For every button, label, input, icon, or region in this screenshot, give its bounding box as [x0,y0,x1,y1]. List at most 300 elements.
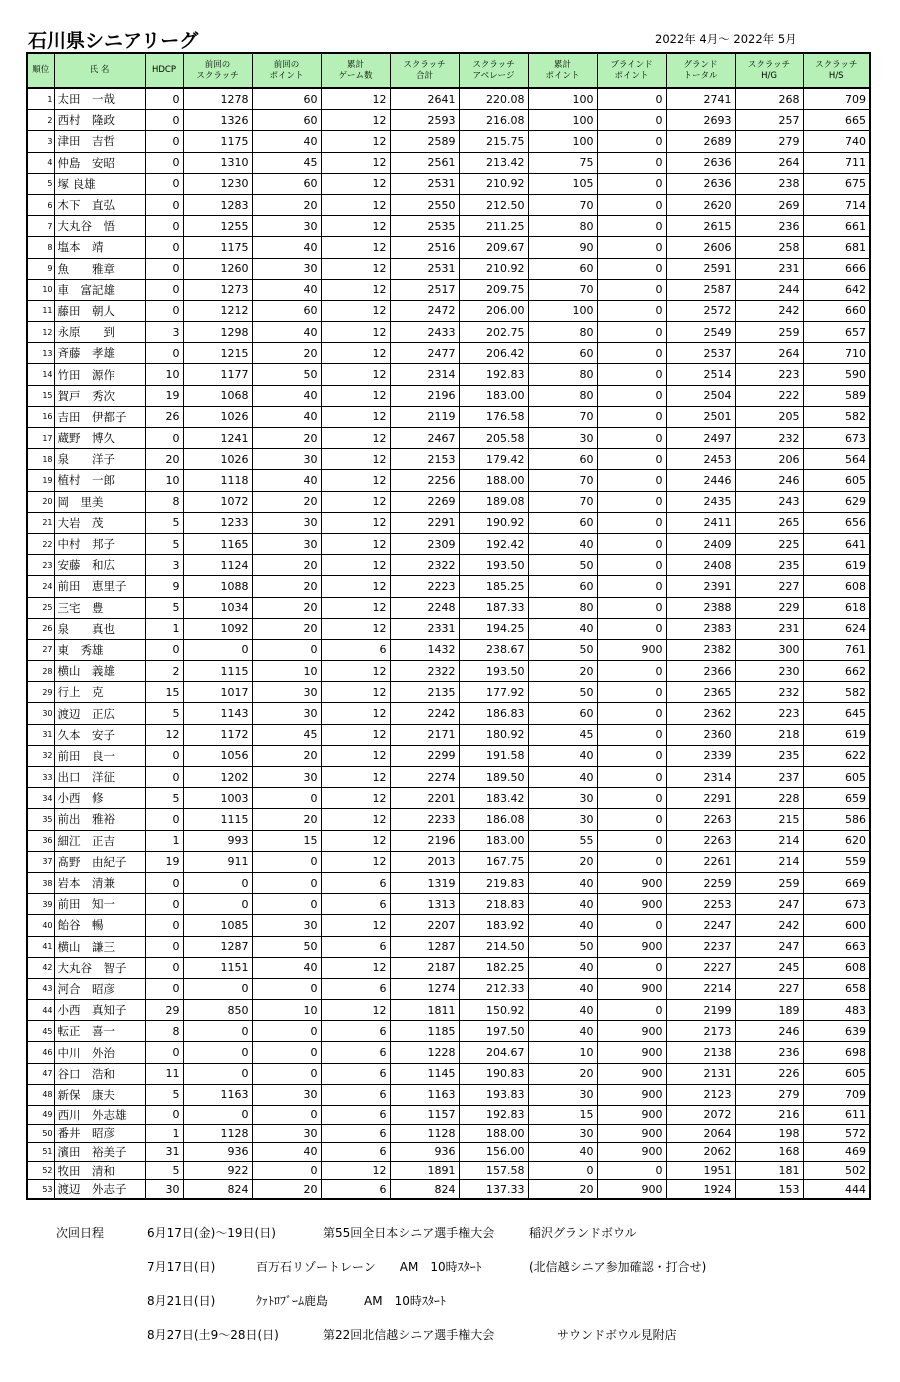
value-cell: 2501 [666,406,735,427]
value-cell: 191.58 [459,745,528,766]
value-cell: 40 [528,1143,597,1162]
value-cell: 2366 [666,661,735,682]
value-cell: 2314 [666,767,735,788]
name-cell: 転正 喜一 [54,1021,145,1042]
value-cell: 1241 [183,428,252,449]
value-cell: 824 [183,1180,252,1199]
value-cell: 0 [597,449,666,470]
value-cell: 2314 [390,364,459,385]
table-row [27,343,870,364]
value-cell: 279 [735,1084,803,1105]
rank-cell: 3 [27,131,54,152]
value-cell: 30 [528,1084,597,1105]
value-cell: 40 [528,978,597,999]
name-cell: 魚 雅章 [54,258,145,279]
table-row [27,1084,870,1105]
value-cell: 2199 [666,1000,735,1021]
value-cell: 900 [597,936,666,957]
rank-cell: 1 [27,88,54,110]
value-cell: 12 [321,745,390,766]
value-cell: 1068 [183,385,252,406]
column-header: HDCP [145,53,183,88]
value-cell: 1202 [183,767,252,788]
rank-cell: 47 [27,1063,54,1084]
value-cell: 2636 [666,152,735,173]
value-cell: 0 [597,555,666,576]
value-cell: 0 [145,173,183,194]
rank-cell: 49 [27,1106,54,1125]
value-cell: 20 [528,661,597,682]
name-cell: 蔵野 博久 [54,428,145,449]
value-cell: 60 [528,343,597,364]
value-cell: 40 [528,894,597,915]
value-cell: 222 [735,385,803,406]
value-cell: 0 [252,894,321,915]
value-cell: 216 [735,1106,803,1125]
name-cell: 濱田 裕美子 [54,1143,145,1162]
value-cell: 0 [597,470,666,491]
name-cell: 西村 隆政 [54,110,145,131]
value-cell: 2196 [390,830,459,851]
table-row [27,597,870,618]
value-cell: 1151 [183,957,252,978]
value-cell: 5 [145,1161,183,1180]
name-cell: 大岩 茂 [54,512,145,533]
value-cell: 188.00 [459,1124,528,1143]
table-row [27,1063,870,1084]
value-cell: 0 [597,216,666,237]
value-cell: 922 [183,1161,252,1180]
value-cell: 15 [252,830,321,851]
value-cell: 30 [252,533,321,554]
name-cell: 細江 正吉 [54,830,145,851]
value-cell: 2689 [666,131,735,152]
value-cell: 1118 [183,470,252,491]
page-title: 石川県シニアリーグ [28,30,199,52]
value-cell: 50 [528,555,597,576]
name-cell: 前田 知一 [54,894,145,915]
table-row [27,703,870,724]
value-cell: 232 [735,428,803,449]
value-cell: 0 [597,343,666,364]
value-cell: 1212 [183,300,252,321]
value-cell: 12 [321,279,390,300]
value-cell: 0 [597,512,666,533]
value-cell: 20 [252,597,321,618]
value-cell: 2516 [390,237,459,258]
rank-cell: 42 [27,957,54,978]
name-cell: 三宅 豊 [54,597,145,618]
value-cell: 183.00 [459,830,528,851]
name-cell: 中川 外治 [54,1042,145,1063]
value-cell: 673 [803,428,870,449]
value-cell: 2233 [390,809,459,830]
value-cell: 212.33 [459,978,528,999]
table-row [27,194,870,215]
value-cell: 80 [528,364,597,385]
value-cell: 80 [528,597,597,618]
value-cell: 15 [528,1106,597,1125]
value-cell: 238 [735,173,803,194]
name-cell: 牧田 清和 [54,1161,145,1180]
value-cell: 0 [145,279,183,300]
table-row [27,661,870,682]
value-cell: 30 [252,1124,321,1143]
value-cell: 2433 [390,322,459,343]
value-cell: 245 [735,957,803,978]
value-cell: 2207 [390,915,459,936]
value-cell: 1432 [390,639,459,660]
value-cell: 80 [528,385,597,406]
value-cell: 194.25 [459,618,528,639]
value-cell: 12 [321,491,390,512]
value-cell: 183.92 [459,915,528,936]
value-cell: 30 [145,1180,183,1199]
value-cell: 30 [252,449,321,470]
value-cell: 1310 [183,152,252,173]
value-cell: 12 [321,682,390,703]
value-cell: 669 [803,872,870,893]
value-cell: 2253 [666,894,735,915]
value-cell: 189.08 [459,491,528,512]
value-cell: 193.50 [459,661,528,682]
value-cell: 0 [145,428,183,449]
value-cell: 0 [597,957,666,978]
rank-cell: 33 [27,767,54,788]
schedule-date: 8月21日(日) [147,1294,216,1308]
value-cell: 2388 [666,597,735,618]
value-cell: 1274 [390,978,459,999]
value-cell: 1017 [183,682,252,703]
value-cell: 2360 [666,724,735,745]
value-cell: 100 [528,88,597,110]
value-cell: 214.50 [459,936,528,957]
value-cell: 189.50 [459,767,528,788]
value-cell: 1298 [183,322,252,343]
value-cell: 269 [735,194,803,215]
value-cell: 1278 [183,88,252,110]
value-cell: 2309 [390,533,459,554]
schedule-date: 7月17日(日) [147,1260,216,1274]
value-cell: 2242 [390,703,459,724]
name-cell: 安藤 和広 [54,555,145,576]
table-row [27,788,870,809]
value-cell: 157.58 [459,1161,528,1180]
name-cell: 塚 良雄 [54,173,145,194]
value-cell: 186.08 [459,809,528,830]
column-header: ブラインド ポイント [597,53,666,88]
value-cell: 20 [145,449,183,470]
value-cell: 900 [597,639,666,660]
schedule-detail: 百万石リゾートレーン AM 10時ｽﾀｰﾄ [256,1260,482,1274]
value-cell: 50 [528,682,597,703]
value-cell: 19 [145,385,183,406]
value-cell: 12 [321,851,390,872]
value-cell: 0 [145,767,183,788]
value-cell: 259 [735,322,803,343]
value-cell: 12 [321,597,390,618]
column-header: スクラッチ H/G [735,53,803,88]
value-cell: 0 [145,809,183,830]
value-cell: 226 [735,1063,803,1084]
table-row [27,1042,870,1063]
value-cell: 900 [597,978,666,999]
value-cell: 469 [803,1143,870,1162]
value-cell: 0 [145,639,183,660]
value-cell: 0 [252,788,321,809]
value-cell: 0 [597,131,666,152]
rank-cell: 41 [27,936,54,957]
value-cell: 1255 [183,216,252,237]
value-cell: 20 [252,555,321,576]
name-cell: 泉 洋子 [54,449,145,470]
value-cell: 40 [252,237,321,258]
value-cell: 1215 [183,343,252,364]
value-cell: 20 [252,1180,321,1199]
value-cell: 105 [528,173,597,194]
value-cell: 900 [597,1063,666,1084]
rank-cell: 36 [27,830,54,851]
table-row [27,428,870,449]
value-cell: 80 [528,216,597,237]
value-cell: 2741 [666,88,735,110]
value-cell: 40 [252,131,321,152]
value-cell: 60 [528,449,597,470]
value-cell: 0 [145,216,183,237]
value-cell: 6 [321,1106,390,1125]
value-cell: 1172 [183,724,252,745]
rank-cell: 5 [27,173,54,194]
value-cell: 622 [803,745,870,766]
value-cell: 11 [145,1063,183,1084]
rank-cell: 7 [27,216,54,237]
rank-cell: 51 [27,1143,54,1162]
value-cell: 1811 [390,1000,459,1021]
value-cell: 235 [735,745,803,766]
value-cell: 2299 [390,745,459,766]
table-row [27,300,870,321]
value-cell: 12 [321,131,390,152]
value-cell: 30 [252,682,321,703]
value-cell: 761 [803,639,870,660]
value-cell: 60 [528,703,597,724]
value-cell: 12 [145,724,183,745]
value-cell: 1026 [183,449,252,470]
value-cell: 30 [528,809,597,830]
value-cell: 227 [735,576,803,597]
value-cell: 645 [803,703,870,724]
value-cell: 0 [252,1161,321,1180]
column-header: 前回の ポイント [252,53,321,88]
value-cell: 50 [252,936,321,957]
table-row [27,1021,870,1042]
name-cell: 前田 良一 [54,745,145,766]
value-cell: 2535 [390,216,459,237]
value-cell: 257 [735,110,803,131]
value-cell: 660 [803,300,870,321]
table-row [27,491,870,512]
value-cell: 0 [597,915,666,936]
value-cell: 70 [528,406,597,427]
value-cell: 1115 [183,661,252,682]
value-cell: 12 [321,428,390,449]
value-cell: 187.33 [459,597,528,618]
value-cell: 1143 [183,703,252,724]
value-cell: 2641 [390,88,459,110]
table-row [27,131,870,152]
value-cell: 2591 [666,258,735,279]
table-row [27,1000,870,1021]
value-cell: 0 [183,978,252,999]
table-body [27,88,870,1199]
value-cell: 900 [597,1042,666,1063]
value-cell: 30 [528,428,597,449]
rank-cell: 12 [27,322,54,343]
name-cell: 横山 義雄 [54,661,145,682]
value-cell: 911 [183,851,252,872]
value-cell: 168 [735,1143,803,1162]
value-cell: 1163 [390,1084,459,1105]
value-cell: 0 [252,639,321,660]
value-cell: 10 [252,661,321,682]
table-row [27,364,870,385]
value-cell: 190.92 [459,512,528,533]
value-cell: 0 [597,703,666,724]
table-row [27,1124,870,1143]
value-cell: 1273 [183,279,252,300]
value-cell: 12 [321,88,390,110]
value-cell: 1145 [390,1063,459,1084]
value-cell: 219.83 [459,872,528,893]
value-cell: 0 [597,767,666,788]
table-row [27,110,870,131]
name-cell: 津田 吉哲 [54,131,145,152]
value-cell: 0 [252,978,321,999]
value-cell: 1924 [666,1180,735,1199]
value-cell: 10 [145,364,183,385]
value-cell: 12 [321,237,390,258]
value-cell: 2 [145,661,183,682]
value-cell: 2227 [666,957,735,978]
value-cell: 658 [803,978,870,999]
value-cell: 619 [803,724,870,745]
value-cell: 6 [321,1180,390,1199]
value-cell: 1003 [183,788,252,809]
rank-cell: 18 [27,449,54,470]
value-cell: 711 [803,152,870,173]
name-cell: 大丸谷 悟 [54,216,145,237]
value-cell: 1085 [183,915,252,936]
value-cell: 0 [145,745,183,766]
schedule-line-4 [0,1326,677,1382]
rank-cell: 45 [27,1021,54,1042]
value-cell: 673 [803,894,870,915]
name-cell: 仲島 安昭 [54,152,145,173]
value-cell: 2615 [666,216,735,237]
value-cell: 5 [145,512,183,533]
value-cell: 590 [803,364,870,385]
value-cell: 0 [597,576,666,597]
schedule-extra: (北信越シニア参加確認・打合せ) [529,1260,707,1274]
table-row [27,216,870,237]
value-cell: 1228 [390,1042,459,1063]
value-cell: 179.42 [459,449,528,470]
value-cell: 1128 [390,1124,459,1143]
value-cell: 6 [321,1042,390,1063]
value-cell: 2446 [666,470,735,491]
value-cell: 993 [183,830,252,851]
column-header: 累計 ポイント [528,53,597,88]
value-cell: 90 [528,237,597,258]
value-cell: 0 [252,872,321,893]
value-cell: 60 [252,110,321,131]
value-cell: 30 [252,258,321,279]
value-cell: 50 [252,364,321,385]
schedule-extra: サウンドボウル見附店 [557,1328,677,1342]
value-cell: 12 [321,618,390,639]
schedule-label: 次回日程 [56,1226,105,1240]
column-header: 順位 [27,53,54,88]
value-cell: 100 [528,131,597,152]
value-cell: 710 [803,343,870,364]
value-cell: 2123 [666,1084,735,1105]
rank-cell: 15 [27,385,54,406]
value-cell: 0 [252,1021,321,1042]
value-cell: 40 [252,957,321,978]
value-cell: 223 [735,364,803,385]
value-cell: 611 [803,1106,870,1125]
value-cell: 675 [803,173,870,194]
column-header: スクラッチ アベレージ [459,53,528,88]
value-cell: 0 [183,639,252,660]
value-cell: 40 [252,322,321,343]
value-cell: 0 [597,661,666,682]
value-cell: 2537 [666,343,735,364]
value-cell: 210.92 [459,258,528,279]
table-row [27,872,870,893]
value-cell: 740 [803,131,870,152]
rank-cell: 22 [27,533,54,554]
name-cell: 飴谷 暢 [54,915,145,936]
table-row [27,682,870,703]
value-cell: 20 [252,428,321,449]
name-cell: 大丸谷 智子 [54,957,145,978]
value-cell: 0 [145,194,183,215]
value-cell: 656 [803,512,870,533]
value-cell: 0 [597,322,666,343]
value-cell: 2514 [666,364,735,385]
value-cell: 220.08 [459,88,528,110]
value-cell: 300 [735,639,803,660]
value-cell: 900 [597,1143,666,1162]
value-cell: 60 [528,258,597,279]
value-cell: 12 [321,449,390,470]
value-cell: 237 [735,767,803,788]
column-header: 前回の スクラッチ [183,53,252,88]
table-row [27,1143,870,1162]
value-cell: 936 [390,1143,459,1162]
value-cell: 5 [145,597,183,618]
value-cell: 12 [321,216,390,237]
value-cell: 2572 [666,300,735,321]
value-cell: 1313 [390,894,459,915]
value-cell: 0 [252,1106,321,1125]
value-cell: 12 [321,788,390,809]
value-cell: 0 [597,618,666,639]
value-cell: 2135 [390,682,459,703]
column-header: 累計 ゲーム数 [321,53,390,88]
value-cell: 714 [803,194,870,215]
